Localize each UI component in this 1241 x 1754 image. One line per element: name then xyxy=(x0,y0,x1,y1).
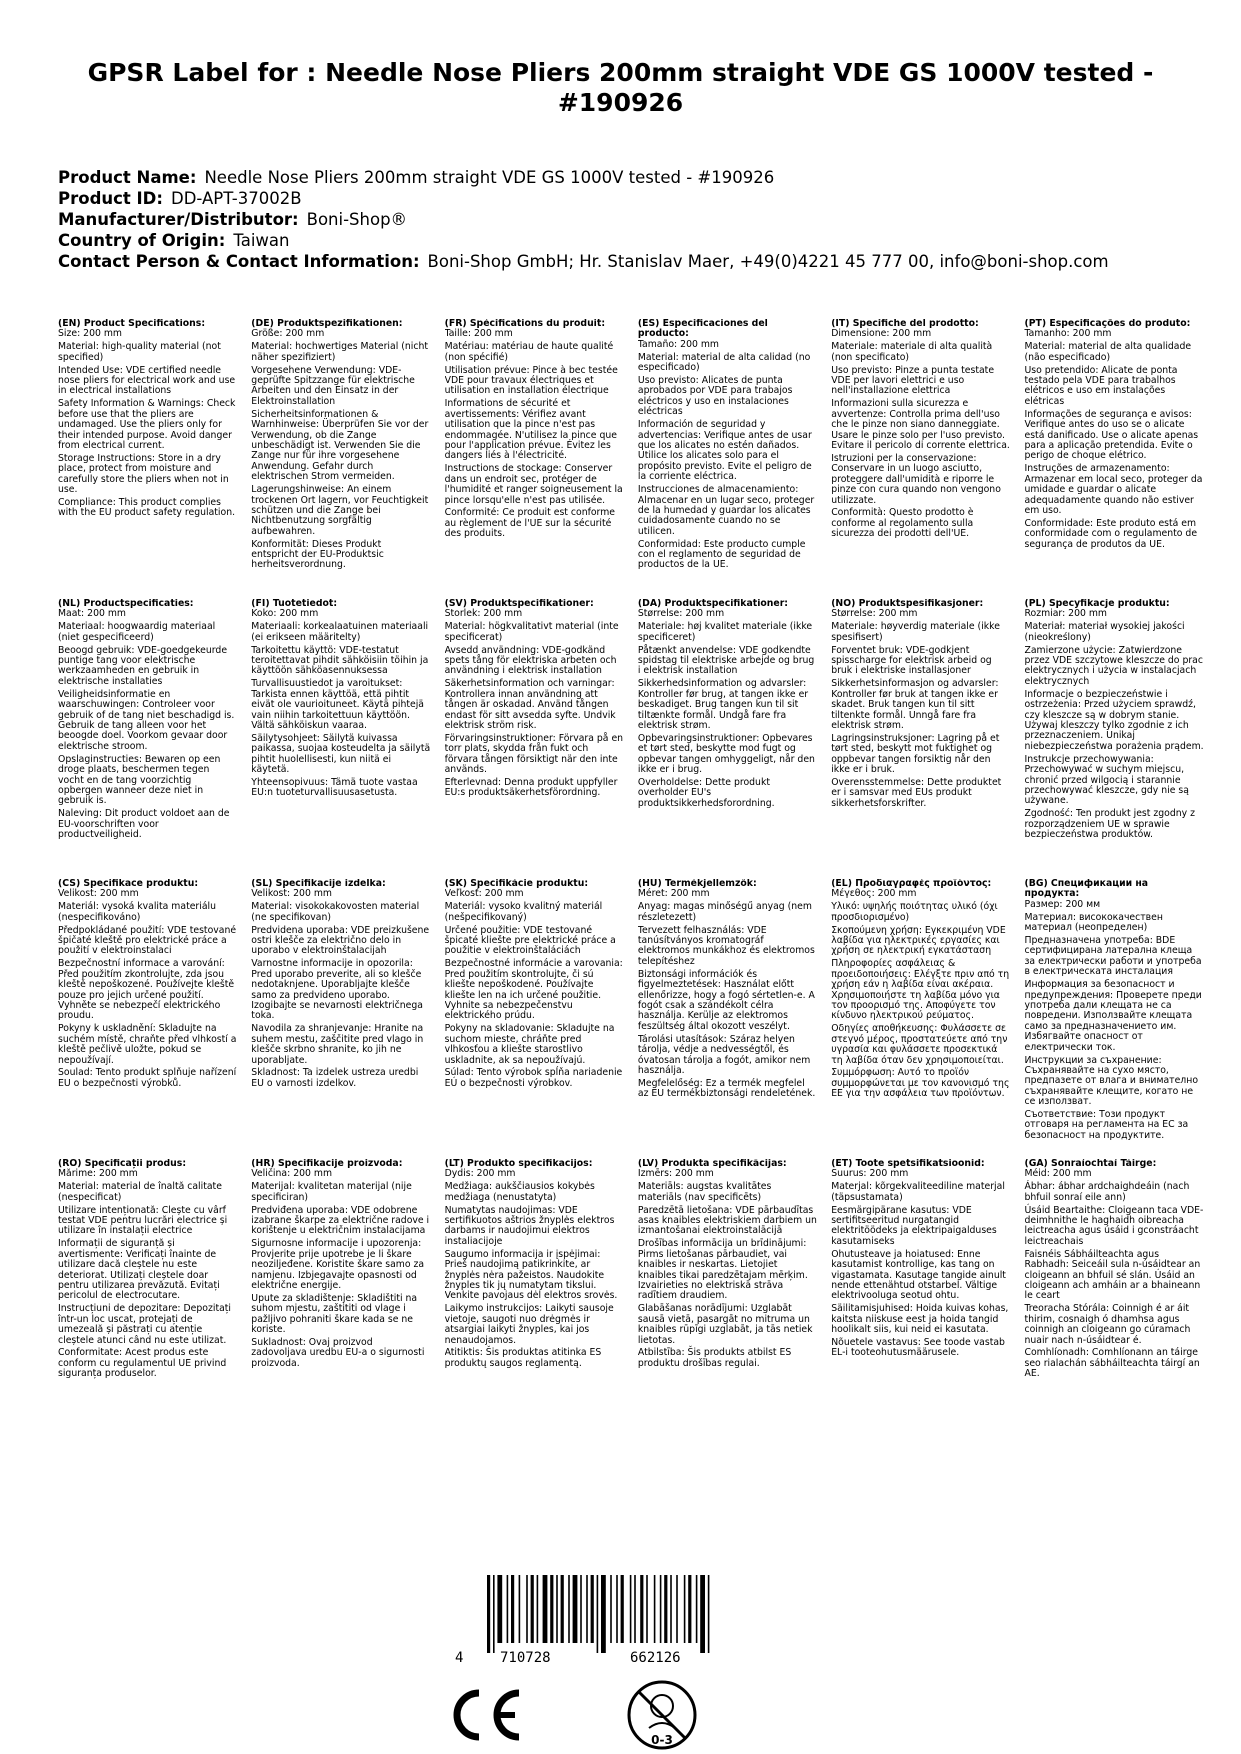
block-text: Materiál: vysoko kvalitný materiál (nešpecifikovaný) xyxy=(444,901,603,923)
language-block xyxy=(638,599,831,879)
block-text: Rozmiar: 200 mm xyxy=(1024,608,1107,620)
block-heading: (DA) Produktspecifikationer: xyxy=(637,599,789,609)
block-text: Atbilstība: Šis produkts atbilst ES produktu drošības regulai. xyxy=(637,1347,792,1369)
barcode-bar xyxy=(616,1575,618,1643)
block-heading: (HU) Termékjellemzők: xyxy=(637,879,757,889)
barcode-bar xyxy=(573,1575,578,1643)
block-heading: (EL) Προδιαγραφές προϊόντος: xyxy=(831,879,992,889)
language-block xyxy=(251,599,444,879)
language-grid xyxy=(58,319,1218,1439)
language-block xyxy=(831,879,1024,1159)
block-text: Materiale: høj kvalitet materiale (ikke specificeret) xyxy=(637,621,813,643)
block-text: Taille: 200 mm xyxy=(444,328,513,340)
block-text: Tervezett felhasználás: VDE tanúsítványos kromatográf elektromos munkákhoz és elektromos telepítéshez xyxy=(637,924,815,967)
block-text: Säilitamisjuhised: Hoida kuivas kohas, kaitsta niiskuse eest ja hoida tangid hoolikalt siis, kui neid ei kasutata. xyxy=(831,1303,1009,1336)
barcode-bar xyxy=(621,1575,624,1643)
block-text: Съответствие: Този продукт отговаря на регламента на ЕС за безопасност на продуктите. xyxy=(1024,1109,1189,1141)
block-text: Atitiktis: Šis produktas atitinka ES produktų saugos reglamentą. xyxy=(444,1347,602,1369)
block-text: Intended Use: VDE certified needle nose pliers for electrical work and use in electrical installations xyxy=(58,364,236,397)
block-text: Instruções de armazenamento: Armazenar em local seco, proteger da umidade e guardar o alicate adequadamente quando não estiver em uso. xyxy=(1024,463,1203,516)
block-text: Laikymo instrukcijos: Laikyti sausoje vietoje, saugoti nuo drėgmės ir atsargiai laikyti žnyples, kai jos nenaudojamos. xyxy=(444,1303,614,1346)
block-text: Informații de siguranță și avertismente: Verificați înainte de utilizare dacă cleștele nu este deteriorat. Utilizați cleștele doar pentru utilizarea prevăzută. Evitați pericolul de electrocutare. xyxy=(58,1238,220,1302)
block-text: Storage Instructions: Store in a dry place, protect from moisture and carefully store the pliers when not in use. xyxy=(58,452,229,496)
block-text: Zamierzone użycie: Zatwierdzone przez VDE szczytowe kleszcze do prac elektrycznych i użycia w instalacjach elektrycznych xyxy=(1024,644,1203,687)
block-text: Bezpečnostní informace a varování: Před použitím zkontrolujte, zda jsou kleště nepoškozené. Používejte kleště pouze pro jejich určené použití. Vyhněte se nebezpečí elektrického proudu. xyxy=(58,958,235,1022)
block-heading: (LT) Produkto specifikacijos: xyxy=(444,1159,593,1169)
block-text: Maat: 200 mm xyxy=(58,608,126,620)
block-text: Size: 200 mm xyxy=(58,328,122,340)
block-heading: (GA) Sonraíochtaí Táirge: xyxy=(1024,1159,1157,1169)
block-heading: (CS) Specifikace produktu: xyxy=(58,879,199,889)
barcode-bar xyxy=(550,1575,553,1643)
barcode-bar xyxy=(654,1575,656,1643)
language-row xyxy=(58,599,1218,879)
barcode-bar xyxy=(646,1575,648,1643)
block-text: Material: material de alta qualidade (não especificado) xyxy=(1024,341,1192,363)
block-text: Opbevaringsinstruktioner: Opbevares et tørt sted, beskytte mod fugt og opbevar tangen omhyggeligt, når den ikke er i brug. xyxy=(637,732,815,776)
block-heading: (SV) Produktspecifikationer: xyxy=(444,599,594,609)
block-text: Medžiaga: aukščiausios kokybės medžiaga (nenustatyta) xyxy=(444,1181,595,1203)
block-text: Materiál: vysoká kvalita materiálu (nespecifikováno) xyxy=(58,901,217,923)
block-text: Istruzioni per la conservazione: Conservare in un luogo asciutto, proteggere dall'umidità e riporre le pinze con cura quando non vengono utilizzate. xyxy=(831,452,1001,506)
block-heading: (DE) Produktspezifikationen: xyxy=(251,319,403,329)
block-text: Sicherheitsinformationen & Warnhinweise: Überprüfen Sie vor der Verwendung, ob die Zange unbeschädigt ist. Verwenden Sie die Zange nur für ihre vorgesehene Anwendung. Gefahr durch elektrischen Strom vermeiden. xyxy=(251,408,429,483)
language-block xyxy=(251,1159,444,1439)
language-block xyxy=(58,319,251,599)
block-text: Conformidade: Este produto está em conformidade com o regulamento de segurança de produtos da UE. xyxy=(1024,517,1198,550)
block-text: Größe: 200 mm xyxy=(251,328,325,340)
block-text: Overholdelse: Dette produkt overholder EU's produktsikkerhedsforordning. xyxy=(637,777,775,809)
block-text: Πληροφορίες ασφάλειας & προειδοποιήσεις: Ελέγξτε πριν από τη χρήση εάν η λαβίδα είναι ακέραια. Χρησιμοποιήστε τη λαβίδα μόνο για τον προορισμό της. Αποφύγετε τον κίνδυνο ηλεκτρικού ρεύματος. xyxy=(831,958,1010,1022)
block-text: Velikost: 200 mm xyxy=(58,888,139,900)
block-text: Turvallisuustiedot ja varoitukset: Tarkista ennen käyttöä, että pihtit eivät ole vaurioituneet. Käytä pihtejä vain niihin tarkoitettuun käyttöön. Vältä sähköiskun vaaraa. xyxy=(251,678,424,731)
product-info xyxy=(58,167,1198,272)
block-text: Информация за безопасност и предупреждения: Проверете преди употреба дали клещата не са повредени. Използвайте клещата само за предназначението им. Избягвайте опасност от електрически ток. xyxy=(1024,979,1202,1053)
block-text: Konformität: Dieses Produkt entspricht der EU-Produktsic herheitsverordnung. xyxy=(251,538,384,571)
block-text: Úsáid Beartaithe: Cloigeann taca VDE-deimhnithe le haghaidh oibreacha leictreacha agus úsáid i gconstráacht leictreachais xyxy=(1024,1204,1204,1247)
block-text: Säilytysohjeet: Säilytä kuivassa paikassa, suojaa kosteudelta ja säilytä pihtit huolellisesti, kun niitä ei käytetä. xyxy=(251,732,431,776)
barcode-group-2: 662126 xyxy=(630,1650,681,1665)
barcode-bar xyxy=(586,1575,588,1643)
block-text: Varnostne informacije in opozorila: Pred uporabo preverite, ali so klešče nedotaknjene. Uporabljajte klešče samo za predvideno uporabo. Izogibajte se nevarnosti električnega toka. xyxy=(251,958,423,1022)
block-text: Materiał: materiał wysokiej jakości (nieokreślony) xyxy=(1024,621,1185,643)
block-text: Predviđena uporaba: VDE odobrene izabrane škarpe za električne radove i korištenje u električnim instalacijama xyxy=(251,1204,430,1237)
block-text: Conformità: Questo prodotto è conforme al regolamento sulla sicurezza dei prodotti dell'UE. xyxy=(831,507,974,540)
block-text: Utilizare intenționată: Clește cu vârf testat VDE pentru lucrări electrice și utilizare în instalații electrice xyxy=(58,1204,228,1237)
manufacturer-row: Manufacturer/Distributor: Boni-Shop® xyxy=(58,210,408,229)
barcode-bar xyxy=(487,1575,490,1653)
block-heading: (PL) Specyfikacje produktu: xyxy=(1024,599,1170,609)
barcode-bar xyxy=(511,1575,514,1643)
block-text: Comhlíonadh: Comhlíonann an táirge seo rialachán sábháilteachta táirgí an AE. xyxy=(1024,1347,1200,1380)
block-heading: (FR) Spécifications du produit: xyxy=(444,319,606,329)
language-block xyxy=(831,1159,1024,1439)
block-text: Pokyny na skladovanie: Skladujte na suchom mieste, chráňte pred vlhkosťou a kliešte starostlivo uskladnite, ak sa nepoužívajú. xyxy=(444,1023,615,1066)
age-label: 0-3 xyxy=(651,1733,673,1747)
block-heading: (FI) Tuotetiedot: xyxy=(251,599,338,609)
contact-row: Contact Person & Contact Information: Boni-Shop GmbH; Hr. Stanislav Maer, +49(0)4221 45 777 00, info@boni-shop.com xyxy=(58,252,1109,271)
barcode-bar xyxy=(591,1575,594,1643)
block-text: Avsedd användning: VDE-godkänd spets tång för elektriska arbeten och användning i elektrisk installation xyxy=(444,644,617,677)
block-text: Méid: 200 mm xyxy=(1024,1168,1092,1180)
barcode-bar xyxy=(580,1575,582,1643)
block-text: Sukladnost: Ovaj proizvod zadovoljava uredbu EU-a o sigurnosti proizvoda. xyxy=(251,1337,425,1369)
block-text: Veiligheidsinformatie en waarschuwingen: Controleer voor gebruik of de tang niet beschadigd is. Gebruik de tang alleen voor het beoogde doel. Voorkom gevaar door elektrische stroom. xyxy=(58,688,235,752)
barcode-group-1: 710728 xyxy=(500,1650,551,1665)
block-text: Matériau: matériau de haute qualité (non spécifié) xyxy=(444,341,614,363)
block-text: Navodila za shranjevanje: Hranite na suhem mestu, zaščitite pred vlago in klešče skrbno shranite, ko jih ne uporabljate. xyxy=(251,1023,424,1066)
block-text: Tárolási utasítások: Száraz helyen tárolja, védje a nedvességtől, és óvatosan tárolja a fogót, amikor nem használja. xyxy=(637,1033,811,1076)
block-heading: (LV) Produkta specifikācijas: xyxy=(637,1159,787,1169)
block-text: Informacje o bezpieczeństwie i ostrzeżenia: Przed użyciem sprawdź, czy kleszcze są w dobrym stanie. Używaj kleszczy tylko zgodnie z ich przeznaczeniem. Unikaj niebezpieczeństwa porażenia prądem. xyxy=(1024,688,1204,752)
barcode-bar xyxy=(688,1575,691,1643)
block-text: Información de seguridad y advertencias: Verifique antes de usar que los alicates no estén dañados. Utilice los alicates solo para el propósito previsto. Evite el peligro de la corriente eléctrica. xyxy=(637,419,812,483)
block-text: Paredzētā lietošana: VDE pārbaudītas asas knaibles elektriskiem darbiem un izmantošanai elektroinstalācijā xyxy=(637,1204,817,1237)
block-text: Ábhar: ábhar ardchaighdeáin (nach bhfuil sonraí eile ann) xyxy=(1024,1181,1190,1203)
block-text: Opslaginstructies: Bewaren op een droge plaats, beschermen tegen vocht en de tang voorzichtig opbergen wanneer deze niet in gebruik is. xyxy=(58,753,221,807)
language-block xyxy=(831,599,1024,879)
barcode-bar xyxy=(556,1575,558,1643)
language-block xyxy=(445,879,638,1159)
block-text: Förvaringsinstruktioner: Förvara på en torr plats, skydda från fukt och förvara tången försiktigt när den inte används. xyxy=(444,732,624,776)
block-heading: (EN) Product Specifications: xyxy=(58,319,206,329)
barcode-bar xyxy=(537,1575,539,1643)
barcode-bar xyxy=(507,1575,509,1643)
block-text: Anyag: magas minőségű anyag (nem részletezett) xyxy=(637,901,812,923)
block-text: Veľkosť: 200 mm xyxy=(444,888,524,900)
barcode-bar xyxy=(531,1575,534,1643)
page-title: GPSR Label for : Needle Nose Pliers 200mm straight VDE GS 1000V tested - #190926 xyxy=(87,58,1154,117)
block-text: Material: material de alta calidad (no especificado) xyxy=(637,351,811,374)
block-text: Размер: 200 мм xyxy=(1024,898,1101,910)
block-text: Instructions de stockage: Conserver dans un endroit sec, protéger de l'humidité et ranger soigneusement la pince lorsqu'elle n'est pas utilisée. xyxy=(444,463,623,506)
block-heading: (SL) Specifikacije izdelka: xyxy=(251,879,386,889)
block-heading: (HR) Specifikacije proizvoda: xyxy=(251,1159,403,1169)
block-text: Treoracha Stórála: Coinnigh é ar áit thirim, cosnaigh ó dhamhsa agus coinnigh an cloigeann go cúramach nuair nach n-úsáidtear é. xyxy=(1024,1303,1191,1346)
barcode-bar xyxy=(684,1575,686,1643)
barcode-bar xyxy=(601,1575,606,1653)
block-text: Υλικό: υψηλής ποιότητας υλικό (όχι προσδιορισμένο) xyxy=(831,901,998,923)
block-heading: (BG) Спецификации на продукта: xyxy=(1024,879,1149,900)
block-text: Tamanho: 200 mm xyxy=(1024,328,1112,340)
country-row: Country of Origin: Taiwan xyxy=(58,231,290,250)
block-text: Συμμόρφωση: Αυτό το προϊόν συμμορφώνεται με τον κανονισμό της ΕΕ για την ασφάλεια των προϊόντων. xyxy=(831,1067,1010,1100)
block-text: Material: visokokakovosten material (ne specifikovan) xyxy=(251,901,420,923)
product-name-row: Product Name: Needle Nose Pliers 200mm straight VDE GS 1000V tested - #190926 xyxy=(58,168,775,187)
ce-mark xyxy=(445,1685,525,1745)
block-text: Uso previsto: Pinze a punta testate VDE per lavori elettrici e uso nell'installazione elettrica xyxy=(831,364,995,397)
barcode-bar xyxy=(543,1575,548,1643)
barcode-bar xyxy=(660,1575,662,1643)
block-text: Velikost: 200 mm xyxy=(251,888,332,900)
block-text: Sigurnosne informacije i upozorenja: Provjerite prije upotrebe je li škare neoziljeđene. Koristite škare samo za namjenu. Izbjegavajte opasnosti od električne energije. xyxy=(251,1238,425,1291)
block-text: Drošības informācija un brīdinājumi: Pirms lietošanas pārbaudiet, vai knaibles ir neskartas. Lietojiet knaibles tikai paredzētajam mērķim. Izvairieties no elektriskā strāva radītiem draudiem. xyxy=(637,1238,808,1302)
language-block xyxy=(445,599,638,879)
block-text: Materiale: høyverdig materiale (ikke spesifisert) xyxy=(831,621,1000,643)
block-text: Storlek: 200 mm xyxy=(444,608,523,620)
block-text: Forventet bruk: VDE-godkjent spisscharge for elektrisk arbeid og bruk i elektriske installasjoner xyxy=(831,644,992,677)
block-text: Efterlevnad: Denna produkt uppfyller EU:s produktsäkerhetsförordning. xyxy=(444,777,618,799)
block-text: Soulad: Tento produkt splňuje nařízení EU o bezpečnosti výrobků. xyxy=(58,1067,237,1089)
block-text: Beoogd gebruik: VDE-goedgekeurde puntige tang voor elektrische werkzaamheden en gebruik in elektrische installaties xyxy=(58,644,228,687)
block-text: Eesmärgipärane kasutus: VDE sertifitseeritud nurgatangid elektritöödeks ja elektripaigalduses kasutamiseks xyxy=(831,1204,997,1247)
block-text: Suurus: 200 mm xyxy=(831,1168,909,1180)
barcode-bar xyxy=(640,1575,643,1643)
barcode-bar xyxy=(676,1575,678,1643)
block-text: Instrucciones de almacenamiento: Almacenar en un lugar seco, proteger de la humedad y guardar los alicates cuidadosamente cuando no se utilicen. xyxy=(637,484,815,537)
language-block xyxy=(638,1159,831,1439)
block-text: Предназначена употреба: BDE сертифицирана латерална клеща за електрически работи и употреба в електрическата инсталация xyxy=(1024,935,1202,978)
block-heading: (PT) Especificações do produto: xyxy=(1024,319,1191,329)
block-text: Informações de segurança e avisos: Verifique antes do uso se o alicate está danificado. Use o alicate apenas para a aplicação pretendida. Evite o perigo de choque elétrico. xyxy=(1024,408,1199,462)
language-block xyxy=(831,319,1024,599)
barcode-bar xyxy=(497,1575,502,1643)
block-text: Tarkoitettu käyttö: VDE-testatut teroitettavat pihdit sähköisiin töihin ja käyttöön sähköasennuksessa xyxy=(251,644,429,677)
block-heading: (NO) Produktspesifikasjoner: xyxy=(831,599,984,609)
block-text: Uso pretendido: Alicate de ponta testado pela VDE para trabalhos elétricos e uso em instalações elétricas xyxy=(1024,364,1178,407)
block-text: Σκοπούμενη χρήση: Εγκεκριμένη VDE λαβίδα για ηλεκτρικές εργασίες και χρήση σε ηλεκτρική εγκατάσταση xyxy=(831,924,1006,957)
not-for-children-icon xyxy=(625,1678,699,1752)
barcode-bar xyxy=(670,1575,672,1643)
language-row xyxy=(58,319,1218,599)
block-text: Biztonsági információk és figyelmeztetések: Használat előtt ellenőrizze, hogy a fogó sértetlen-e. A fogót csak a szándékolt célra használja. Kerülje az elektromos feszültség által okozott veszélyt. xyxy=(637,968,815,1032)
block-text: Materiāls: augstas kvalitātes materiāls (nav specificēts) xyxy=(637,1181,772,1203)
barcode-bar xyxy=(708,1575,710,1653)
language-block xyxy=(445,1159,638,1439)
language-block xyxy=(251,879,444,1159)
block-text: Οδηγίες αποθήκευσης: Φυλάσσετε σε στεγνό μέρος, προστατεύετε από την υγρασία και φυλάσσετε προσεκτικά τη λαβίδα όταν δεν χρησιμοποιείται. xyxy=(831,1023,1008,1066)
block-text: Instrucțiuni de depozitare: Depozitați într-un loc uscat, protejați de umezeală și păstrați cu atenție cleștele atunci când nu este utilizat. xyxy=(58,1303,232,1346)
block-text: Conformidad: Este producto cumple con el reglamento de seguridad de productos de la UE. xyxy=(637,538,806,571)
barcode-bar xyxy=(526,1575,528,1643)
block-text: Lagringsinstruksjoner: Lagring på et tørt sted, beskytt mot fuktighet og oppbevar tangen forsiktig når den ikke er i bruk. xyxy=(831,732,1000,776)
block-text: Veličina: 200 mm xyxy=(251,1168,333,1180)
block-text: Säkerhetsinformation och varningar: Kontrollera innan användning att tången är oskadad. Använd tången endast för sitt avsedda syfte. Undvik elektrisk ström risk. xyxy=(444,678,616,731)
block-text: Mărime: 200 mm xyxy=(58,1168,138,1180)
block-text: Instrukcje przechowywania: Przechowywać w suchym miejscu, chronić przed wilgocią i starannie przechowywać kleszcze, gdy nie są używane. xyxy=(1024,753,1189,807)
block-text: Izmērs: 200 mm xyxy=(637,1168,714,1180)
block-text: Materjal: kõrgekvaliteediline materjal (täpsustamata) xyxy=(831,1181,1005,1203)
block-heading: (SK) Špecifikácie produktu: xyxy=(444,879,589,889)
block-text: Материал: висококачествен материал (неопределен) xyxy=(1024,911,1163,934)
block-text: Materiale: materiale di alta qualità (non specificato) xyxy=(831,341,993,363)
block-text: Инструкции за съхранение: Съхранявайте на сухо място, предпазете от влага и внимателно съхранявайте клещите, когато не се използват. xyxy=(1024,1054,1199,1108)
block-text: Méret: 200 mm xyxy=(637,888,710,900)
language-block xyxy=(251,319,444,599)
product-id-row: Product ID: DD-APT-37002B xyxy=(58,189,302,208)
block-text: Størrelse: 200 mm xyxy=(637,608,725,620)
block-text: Upute za skladištenje: Skladištiti na suhom mjestu, zaštititi od vlage i pažljivo pohraniti škare kada se ne koriste. xyxy=(251,1292,418,1336)
block-text: Størrelse: 200 mm xyxy=(831,608,918,620)
block-text: Tamaño: 200 mm xyxy=(637,338,719,350)
block-text: Materijal: kvalitetan materijal (nije specificiran) xyxy=(251,1181,412,1203)
language-block xyxy=(1024,319,1217,599)
barcode-bar xyxy=(700,1575,705,1653)
block-text: Skladnost: Ta izdelek ustreza uredbi EU o varnosti izdelkov. xyxy=(251,1067,419,1089)
block-text: Compliance: This product complies with the EU product safety regulation. xyxy=(58,497,236,519)
block-text: Pokyny k uskladnění: Skladujte na suchém místě, chraňte před vlhkostí a kleště pečlivě uložte, pokud se nepoužívají. xyxy=(58,1023,237,1066)
block-heading: (RO) Specificații produs: xyxy=(58,1159,187,1169)
block-text: Conformité: Ce produit est conforme au règlement de l'UE sur la sécurité des produits. xyxy=(444,507,615,540)
block-heading: (IT) Specifiche del prodotto: xyxy=(831,319,979,329)
barcode-bar xyxy=(561,1575,564,1643)
block-text: Informazioni sulla sicurezza e avvertenze: Controlla prima dell'uso che le pinze non siano danneggiate. Usare le pinze solo per l'uso previsto. Evitare il pericolo di corrente elettrica. xyxy=(831,398,1010,451)
language-block xyxy=(58,879,251,1159)
block-text: Koko: 200 mm xyxy=(251,608,319,620)
block-text: Utilisation prévue: Pince à bec testée VDE pour travaux électriques et utilisation en installation électrique xyxy=(444,364,618,397)
block-heading: (ES) Especificaciones del producto: xyxy=(637,319,768,340)
block-text: Předpokládané použití: VDE testované špičaté kleště pro elektrické práce a použití v elektroinstalaci xyxy=(58,924,237,957)
block-text: Bezpečnostné informácie a varovania: Pred použitím skontrolujte, či sú kliešte nepoškodené. Používajte kliešte len na ich určené použitie. Vyhnite sa nebezpečenstvu elektrického prúdu. xyxy=(444,958,623,1022)
block-text: Material: högkvalitativt material (inte specificerat) xyxy=(444,621,619,643)
language-block xyxy=(58,599,251,879)
barcode-bar xyxy=(634,1575,636,1643)
block-text: Naleving: Dit product voldoet aan de EU-voorschriften voor productveiligheid. xyxy=(58,808,230,841)
language-block xyxy=(1024,599,1217,879)
block-text: Saugumo informacija ir įspėjimai: Prieš naudojimą patikrinkite, ar žnyplės nėra pažeistos. Naudokite žnyples tik jų numatytam tikslui. Venkite pavojaus dėl elektros srovės. xyxy=(444,1248,618,1302)
block-text: Sikkerhedsinformation og advarsler: Kontroller før brug, at tangen ikke er beskadiget. Brug tangen kun til sit tiltænkte formål. Undgå fare fra elektrisk strøm. xyxy=(637,678,809,731)
language-block xyxy=(1024,879,1217,1159)
block-text: Predvidena uporaba: VDE preizkušene ostri klešče za električno delo in uporabo v elektroinštalacijah xyxy=(251,924,430,957)
language-row xyxy=(58,879,1218,1159)
block-text: Safety Information & Warnings: Check before use that the pliers are undamaged. Use the pliers only for their intended purpose. Avoid danger from electrical current. xyxy=(58,398,236,451)
barcode-bar xyxy=(493,1575,495,1653)
barcode xyxy=(455,1575,755,1665)
barcode-bar xyxy=(630,1575,632,1643)
language-block xyxy=(638,319,831,599)
block-text: Vorgesehene Verwendung: VDE-geprüfte Spitzzange für elektrische Arbeiten und den Einsatz in der Elektroinstallation xyxy=(251,364,415,407)
language-block xyxy=(1024,1159,1217,1439)
block-text: Súlad: Tento výrobok spĺňa nariadenie EÚ o bezpečnosti výrobkov. xyxy=(444,1067,623,1089)
block-text: Lagerungshinweise: An einem trockenen Ort lagern, vor Feuchtigkeit schützen und die Zange bei Nichtbenutzung sorgfältig aufbewahren. xyxy=(251,484,429,537)
block-text: Overensstemmelse: Dette produktet er i samsvar med EUs produkt sikkerhetsforskrifter. xyxy=(831,777,1002,809)
block-text: Glabāšanas norādījumi: Uzglabāt sausā vietā, pasargāt no mitruma un knaibles rūpīgi uzglabāt, ja tās netiek lietotas. xyxy=(637,1303,813,1346)
barcode-bar xyxy=(519,1575,521,1643)
language-row xyxy=(58,1159,1218,1439)
block-text: Faisnéis Sábháilteachta agus Rabhadh: Seiceáil sula n-úsáidtear an cloigeann an bhfuil sé slán. Úsáid an cloigeann ach amháin ar a bhaineann le ceart xyxy=(1024,1248,1201,1302)
block-text: Påtænkt anvendelse: VDE godkendte spidstag til elektriske arbejde og brug i elektrisk installation xyxy=(637,644,815,677)
block-text: Conformitate: Acest produs este conform cu regulamentul UE privind siguranța produselor. xyxy=(58,1347,227,1380)
block-text: Materiaal: hoogwaardig materiaal (niet gespecificeerd) xyxy=(58,621,216,643)
block-text: Informations de sécurité et avertissements: Vérifiez avant utilisation que la pince n'est pas endommagée. N'utilisez la pince que pour l'application prévue. Évitez les dangers liés à l'électricité. xyxy=(444,398,617,462)
language-block xyxy=(58,1159,251,1439)
block-heading: (NL) Productspecificaties: xyxy=(58,599,194,609)
block-text: Zgodność: Ten produkt jest zgodny z rozporządzeniem UE w sprawie bezpieczeństwa produktów. xyxy=(1024,808,1195,841)
barcode-bar xyxy=(610,1575,612,1643)
block-text: Materiaali: korkealaatuinen materiaali (ei erikseen määritelty) xyxy=(251,621,429,643)
barcode-digit: 4 xyxy=(455,1650,464,1665)
block-text: Material: high-quality material (not specified) xyxy=(58,341,221,363)
block-text: Dydis: 200 mm xyxy=(444,1168,516,1180)
block-text: Μέγεθος: 200 mm xyxy=(831,888,917,900)
block-text: Uso previsto: Alicates de punta aprobados por VDE para trabajos eléctricos y uso en instalaciones eléctricas xyxy=(637,375,793,418)
block-heading: (ET) Toote spetsifikatsioonid: xyxy=(831,1159,985,1169)
block-text: Megfelelőség: Ez a termék megfelel az EU termékbiztonsági rendeletének. xyxy=(637,1077,816,1100)
barcode-bar xyxy=(568,1575,570,1643)
language-block xyxy=(638,879,831,1159)
block-text: Dimensione: 200 mm xyxy=(831,328,932,340)
block-text: Ohutusteave ja hoiatused: Enne kasutamist kontrollige, kas tang on vigastamata. Kasutage tangide ainult nende ettenähtud otstarbel. Vältige elektrivooluga seotud ohtu. xyxy=(831,1248,1006,1302)
block-text: Yhteensopivuus: Tämä tuote vastaa EU:n tuoteturvallisuusasetusta. xyxy=(251,777,418,799)
block-text: Material: hochwertiges Material (nicht näher spezifiziert) xyxy=(251,341,429,363)
language-block xyxy=(445,319,638,599)
block-text: Nõuetele vastavus: See toode vastab EL-i tooteohutusmäärusele. xyxy=(831,1337,1005,1359)
barcode-bar xyxy=(696,1575,698,1643)
block-text: Material: material de înaltă calitate (nespecificat) xyxy=(58,1181,222,1203)
block-text: Sikkerhetsinformasjon og advarsler: Kontroller før bruk at tangen ikke er skadet. Bruk tangen kun til sitt tiltenkte formål. Unngå fare fra elektrisk strøm. xyxy=(831,678,999,731)
block-text: Určené použitie: VDE testované špicaté kliešte pre elektrické práce a použitie v elektroinštaláciách xyxy=(444,924,616,957)
barcode-bar xyxy=(597,1575,599,1653)
barcode-bar xyxy=(664,1575,667,1643)
block-text: Numatytas naudojimas: VDE sertifikuotos aštrios žnyplės elektros darbams ir naudojimui elektros instaliacijoje xyxy=(444,1204,615,1247)
